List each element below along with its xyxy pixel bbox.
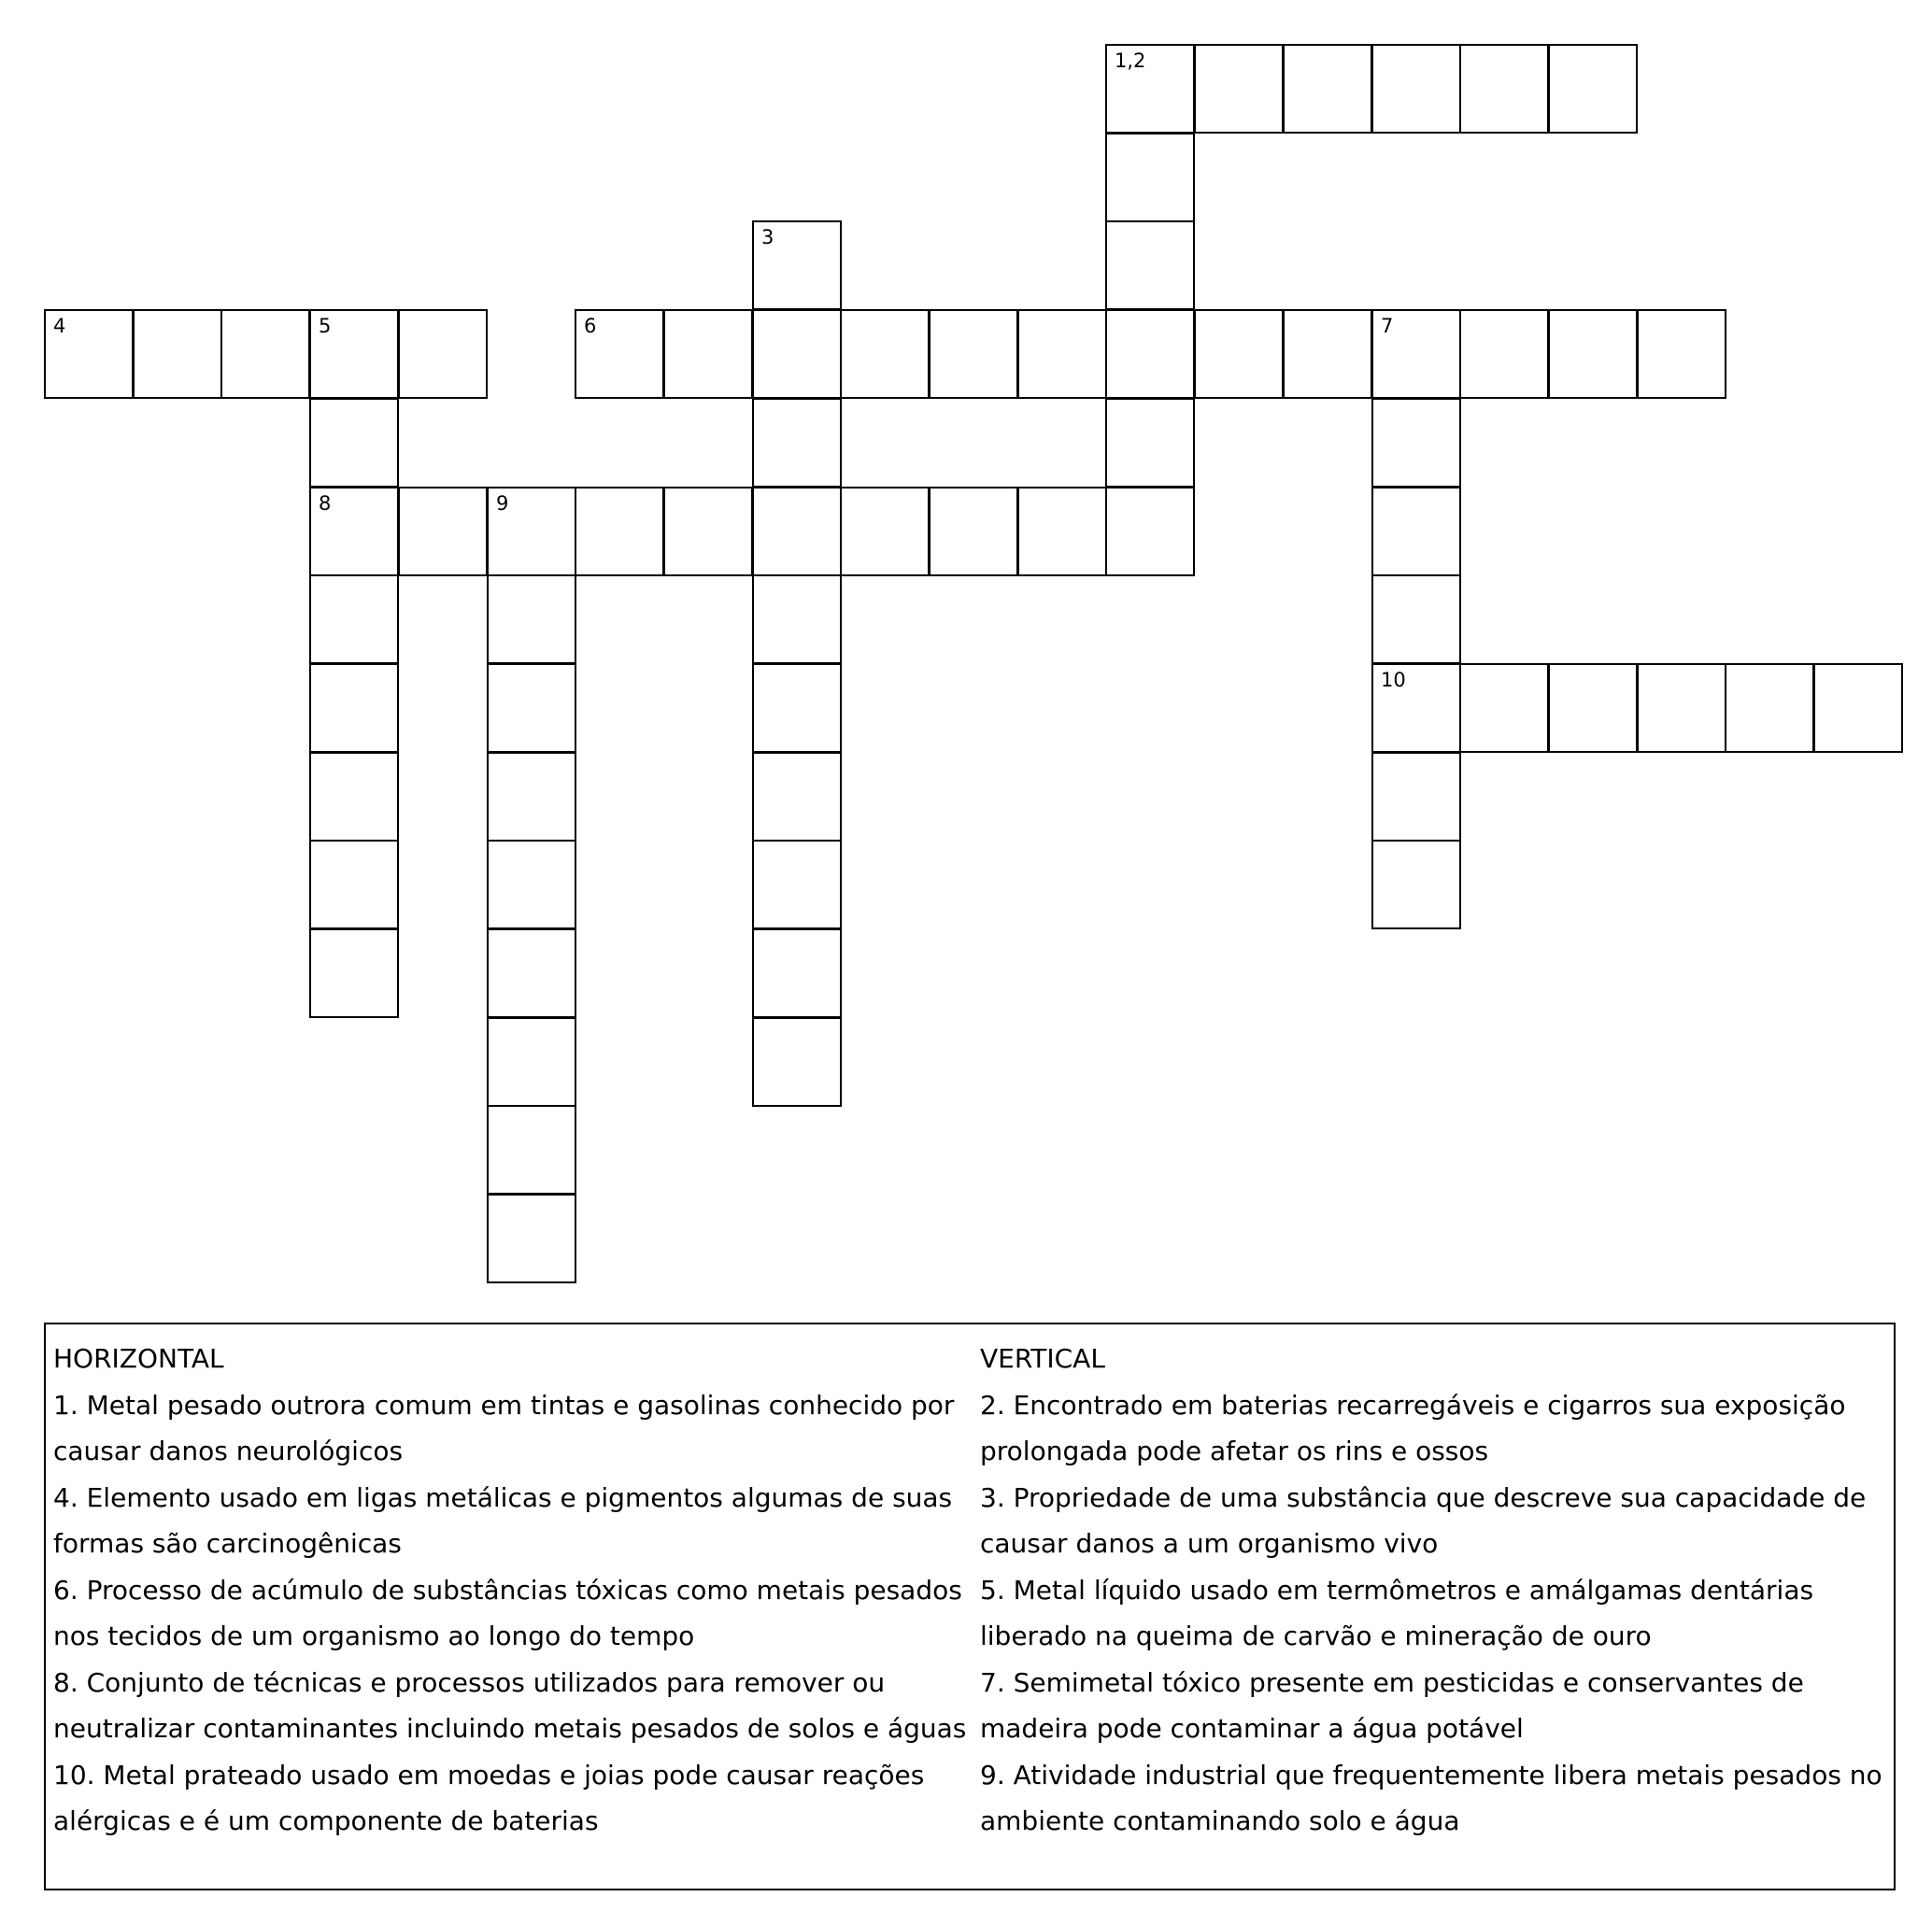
crossword-cell-numbered[interactable] [1105,44,1195,134]
crossword-cell[interactable] [487,1017,576,1107]
crossword-cell[interactable] [1637,663,1726,753]
clue-vertical-7: 7. Semimetal tóxico presente em pesticidas e conservantes de madeira pode contaminar a água potável [980,1666,1804,1744]
cell-number: 4 [53,315,66,337]
crossword-cell-numbered[interactable] [1371,309,1461,399]
clue-horizontal-4: 4. Elemento usado em ligas metálicas e pigmentos algumas de suas formas são carcinogênicas [53,1481,953,1559]
crossword-cell[interactable] [1371,398,1461,488]
clue-horizontal-10: 10. Metal prateado usado em moedas e joias pode causar reações alérgicas e é um componente de baterias [53,1759,925,1836]
crossword-cell[interactable] [1105,309,1195,399]
crossword-cell[interactable] [1283,309,1372,399]
crossword-cell-numbered[interactable] [575,309,664,399]
crossword-cell[interactable] [309,663,399,753]
crossword-cell[interactable] [309,398,399,488]
crossword-cell-numbered[interactable] [752,220,842,310]
crossword-cell[interactable] [309,928,399,1018]
crossword-cell[interactable] [487,1194,576,1283]
crossword-cell[interactable] [487,928,576,1018]
cell-number: 9 [496,492,509,515]
crossword-cell[interactable] [1813,663,1903,753]
crossword-cell[interactable] [487,1105,576,1195]
crossword-cell[interactable] [1637,309,1726,399]
vertical-clues [980,1336,1891,1845]
crossword-cell-numbered[interactable] [309,309,399,399]
crossword-cell[interactable] [752,309,842,399]
crossword-cell[interactable] [752,752,842,842]
crossword-cell-numbered[interactable] [44,309,134,399]
crossword-cell[interactable] [1459,44,1549,134]
crossword-cell[interactable] [398,309,488,399]
crossword-cell[interactable] [1194,309,1284,399]
cell-number: 10 [1381,669,1406,691]
crossword-cell[interactable] [487,663,576,753]
crossword-cell[interactable] [752,663,842,753]
crossword-cell[interactable] [1194,44,1284,134]
cell-number: 6 [584,315,597,337]
crossword-cell[interactable] [1371,44,1461,134]
clues-box [44,1323,1896,1890]
crossword-cell-numbered[interactable] [1371,663,1461,753]
crossword-cell-numbered[interactable] [309,487,399,576]
crossword-cell[interactable] [487,752,576,842]
crossword-cell[interactable] [487,574,576,664]
crossword-cell[interactable] [1548,44,1638,134]
crossword-cell[interactable] [220,309,310,399]
crossword-cell[interactable] [929,309,1018,399]
clue-horizontal-8: 8. Conjunto de técnicas e processos utilizados para remover ou neutralizar contaminantes incluindo metais pesados de solos e águas [53,1666,967,1744]
crossword-cell[interactable] [1105,133,1195,222]
clue-horizontal-6: 6. Processo de acúmulo de substâncias tóxicas como metais pesados nos tecidos de um organismo ao longo do tempo [53,1574,962,1651]
crossword-cell[interactable] [487,840,576,929]
vertical-title: VERTICAL [980,1343,1105,1374]
crossword-cell[interactable] [752,574,842,664]
crossword-cell[interactable] [133,309,222,399]
clue-vertical-5: 5. Metal líquido usado em termômetros e amálgamas dentárias liberado na queima de carvão e mineração de ouro [980,1574,1814,1651]
crossword-cell[interactable] [1459,309,1549,399]
crossword-cell[interactable] [1371,574,1461,664]
crossword-cell[interactable] [663,309,753,399]
clue-vertical-2: 2. Encontrado em baterias recarregáveis e cigarros sua exposição prolongada pode afetar os rins e ossos [980,1389,1846,1466]
crossword-cell[interactable] [752,398,842,488]
horizontal-title: HORIZONTAL [53,1343,224,1374]
crossword-cell-numbered[interactable] [487,487,576,576]
crossword-cell[interactable] [575,487,664,576]
crossword-cell[interactable] [1105,220,1195,310]
crossword-cell[interactable] [752,840,842,929]
crossword-cell[interactable] [398,487,488,576]
cell-number: 3 [761,226,774,248]
horizontal-clues [53,1336,978,1845]
crossword-cell[interactable] [1017,309,1107,399]
clue-horizontal-1: 1. Metal pesado outrora comum em tintas e gasolinas conhecido por causar danos neurológicos [53,1389,955,1466]
crossword-cell[interactable] [1017,487,1107,576]
cell-number: 1,2 [1115,50,1146,72]
clue-vertical-9: 9. Atividade industrial que frequentemente libera metais pesados no ambiente contaminando solo e água [980,1759,1882,1836]
crossword-cell[interactable] [752,928,842,1018]
crossword-cell[interactable] [309,574,399,664]
crossword-cell[interactable] [840,487,930,576]
crossword-cell[interactable] [1105,487,1195,576]
crossword-cell[interactable] [309,752,399,842]
crossword-cell[interactable] [1548,663,1638,753]
crossword-cell[interactable] [1371,840,1461,929]
crossword-cell[interactable] [840,309,930,399]
crossword-cell[interactable] [663,487,753,576]
cell-number: 5 [319,315,332,337]
crossword-cell[interactable] [752,487,842,576]
crossword-cell[interactable] [752,1017,842,1107]
cell-number: 8 [319,492,332,515]
cell-number: 7 [1381,315,1394,337]
crossword-cell[interactable] [1548,309,1638,399]
crossword-cell[interactable] [1725,663,1814,753]
crossword-cell[interactable] [1459,663,1549,753]
clue-vertical-3: 3. Propriedade de uma substância que descreve sua capacidade de causar danos a um organismo vivo [980,1481,1867,1559]
crossword-cell[interactable] [1371,487,1461,576]
crossword-cell[interactable] [1105,398,1195,488]
crossword-cell[interactable] [1371,752,1461,842]
crossword-cell[interactable] [1283,44,1372,134]
crossword-cell[interactable] [309,840,399,929]
crossword-cell[interactable] [929,487,1018,576]
